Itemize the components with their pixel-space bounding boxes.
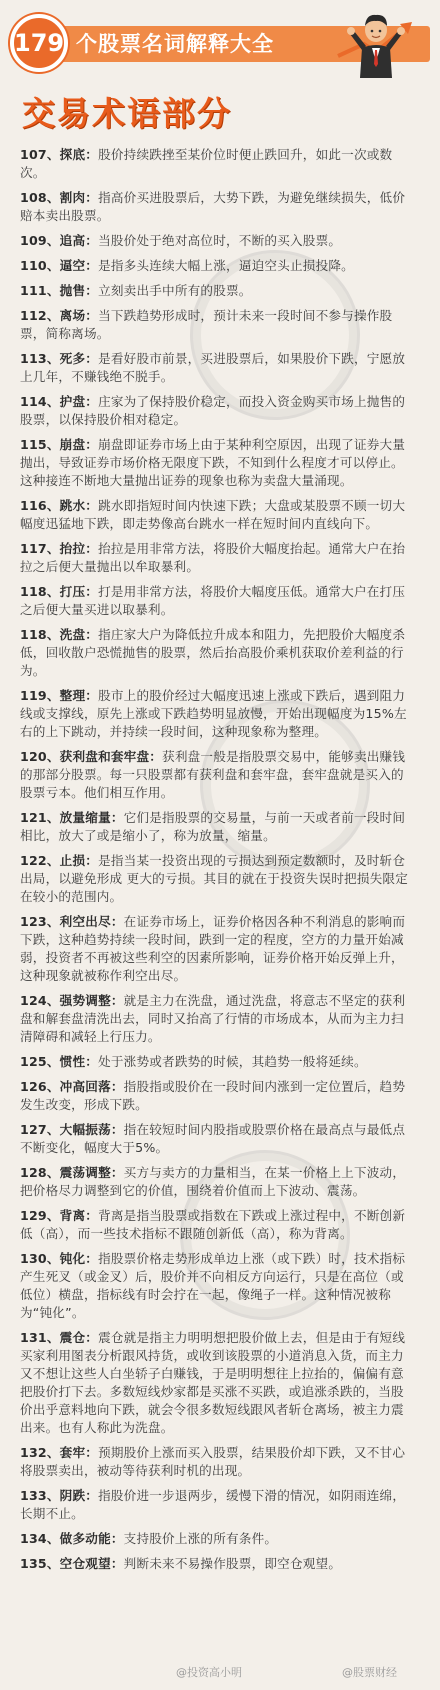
term-definition: 判断未来不易操作股票，即空仓观望。	[123, 1556, 342, 1571]
term-label: 113、死多：	[20, 351, 99, 366]
term-item	[20, 1053, 416, 1071]
terms-list	[20, 146, 416, 1580]
term-label: 126、冲高回落：	[20, 1079, 124, 1094]
term-definition: 指庄家大户为降低拉升成本和阻力，先把股价大幅度杀低，回收散户恐慌抛售的股票，然后抬高股价乘机获取价差利益的行为。	[20, 627, 406, 678]
term-label: 107、探底：	[20, 147, 99, 162]
term-item	[20, 1530, 416, 1548]
term-definition: 是指多头连续大幅上涨，逼迫空头止损投降。	[98, 258, 354, 273]
term-label: 133、阴跌：	[20, 1488, 99, 1503]
term-item	[20, 393, 416, 429]
header-banner	[10, 14, 430, 68]
term-label: 108、割肉：	[20, 190, 99, 205]
term-item	[20, 1207, 416, 1243]
term-item	[20, 232, 416, 250]
term-definition: 处于涨势或者跌势的时候，其趋势一般将延续。	[98, 1054, 367, 1069]
term-item	[20, 748, 416, 802]
term-item	[20, 1444, 416, 1480]
term-label: 118、洗盘：	[20, 627, 99, 642]
term-label: 135、空仓观望：	[20, 1556, 124, 1571]
term-definition: 是指当某一投资出现的亏损达到预定数额时，及时斩仓出局，以避免形成 更大的亏损。其目的就在于投资失误时把损失限定在较小的范围内。	[20, 853, 409, 904]
term-label: 120、获利盘和套牢盘：	[20, 749, 163, 764]
term-definition: 支持股价上涨的所有条件。	[123, 1531, 278, 1546]
term-label: 129、背离：	[20, 1208, 99, 1223]
term-label: 109、追高：	[20, 233, 99, 248]
term-label: 110、逼空：	[20, 258, 99, 273]
term-item	[20, 1555, 416, 1573]
term-definition: 在证券市场上，证券价格因各种不利消息的影响而下跌，这种趋势持续一段时间，跌到一定的程度，空方的力量开始减弱，投资者不再被这些利空的因素所影响，证券价格开始反弹上升，这种现象就被称作利空出尽。	[20, 914, 406, 983]
term-item	[20, 307, 416, 343]
term-definition: 买方与卖方的力量相当，在某一价格上上下波动，把价格尽力调整到它的价值，围绕着价值而上下波动、震荡。	[20, 1165, 406, 1198]
term-item	[20, 1121, 416, 1157]
term-item	[20, 583, 416, 619]
banner-title: 个股票名词解释大全	[76, 32, 274, 56]
term-definition: 背离是指当股票或指数在下跌或上涨过程中，不断创新低（高），而一些技术指标不跟随创新低（高），称为背离。	[20, 1208, 406, 1241]
term-label: 119、整理：	[20, 688, 99, 703]
term-label: 124、强势调整：	[20, 993, 124, 1008]
term-definition: 打是用非常方法，将股价大幅度压低。通常大户在打压之后便大量买进以取暴利。	[20, 584, 406, 617]
term-item	[20, 852, 416, 906]
term-label: 118、打压：	[20, 584, 99, 599]
term-definition: 指在较短时间内股指或股票价格在最高点与最低点不断变化，幅度大于5%。	[20, 1122, 406, 1155]
term-definition: 指股指或股价在一段时间内涨到一定位置后，趋势发生改变，形成下跌。	[20, 1079, 406, 1112]
term-definition: 庄家为了保持股价稳定，而投入资金购买市场上抛售的股票，以保持股价相对稳定。	[20, 394, 406, 427]
term-definition: 是看好股市前景，买进股票后，如果股价下跌，宁愿放上几年，不赚钱绝不脱手。	[20, 351, 406, 384]
term-label: 131、震仓：	[20, 1330, 99, 1345]
term-item	[20, 1329, 416, 1437]
term-label: 122、止损：	[20, 853, 99, 868]
term-label: 121、放量缩量：	[20, 810, 124, 825]
term-label: 117、抬拉：	[20, 541, 99, 556]
banner-number: 179	[10, 14, 68, 72]
term-definition: 跳水即指短时间内快速下跌；大盘或某股票不顾一切大幅度迅猛地下跌，即走势像高台跳水一样在短时间内直线向下。	[20, 498, 406, 531]
term-item	[20, 257, 416, 275]
term-definition: 指股票价格走势形成单边上涨（或下跌）时，技术指标产生死叉（或金叉）后，股价并不向相反方向运行，只是在高位（或低位）横盘，指标线有时会拧在一起，像绳子一样。这种情况被称为“钝化”。	[20, 1251, 406, 1320]
term-item	[20, 189, 416, 225]
term-item	[20, 1487, 416, 1523]
term-definition: 股价持续跌挫至某价位时便止跌回升，如此一次或数次。	[20, 147, 393, 180]
term-item	[20, 809, 416, 845]
term-label: 130、钝化：	[20, 1251, 99, 1266]
term-item	[20, 1250, 416, 1322]
term-label: 127、大幅振荡：	[20, 1122, 124, 1137]
term-item	[20, 350, 416, 386]
term-definition: 预期股价上涨而买入股票，结果股价却下跌，又不甘心将股票卖出，被动等待获利时机的出现。	[20, 1445, 406, 1478]
term-definition: 获利盘一般是指股票交易中，能够卖出赚钱的那部分股票。每一只股票都有获利盘和套牢盘，套牢盘就是买入的股票亏本。他们相互作用。	[20, 749, 406, 800]
term-item	[20, 146, 416, 182]
term-definition: 当下跌趋势形成时，预计未来一段时间不参与操作股票，简称离场。	[20, 308, 393, 341]
term-item	[20, 1078, 416, 1114]
term-label: 114、护盘：	[20, 394, 99, 409]
footer-credit-right: @股票财经	[342, 1666, 397, 1679]
section-title: 交易术语部分	[22, 94, 232, 133]
term-label: 132、套牢：	[20, 1445, 99, 1460]
term-definition: 立刻卖出手中所有的股票。	[98, 283, 252, 298]
term-definition: 它们是指股票的交易量，与前一天或者前一段时间相比，放大了或是缩小了，称为放量，缩量。	[20, 810, 406, 843]
term-item	[20, 1164, 416, 1200]
term-definition: 指高价买进股票后，大势下跌，为避免继续损失，低价赔本卖出股票。	[20, 190, 406, 223]
term-label: 111、抛售：	[20, 283, 99, 298]
term-item	[20, 497, 416, 533]
term-label: 115、崩盘：	[20, 437, 99, 452]
term-definition: 抬拉是用非常方法，将股价大幅度抬起。通常大户在抬拉之后便大量抛出以牟取暴利。	[20, 541, 406, 574]
term-item	[20, 687, 416, 741]
term-label: 116、跳水：	[20, 498, 99, 513]
term-label: 123、利空出尽：	[20, 914, 124, 929]
term-definition: 震仓就是指主力明明想把股价做上去，但是由于有短线买家利用图表分析跟风持货，或收到该股票的小道消息入货，而主力又不想让这些人白坐轿子白赚钱，于是明明想往上拉抬的，偏偏有意把股价打下去。多数短线炒家都是买涨不买跌，或追涨杀跌的，当股价出乎意料地向下跌，就会令很多数短线跟风者斩仓离场，被主力震出来。也有人称此为洗盘。	[20, 1330, 406, 1435]
term-definition: 当股价处于绝对高位时，不断的买入股票。	[98, 233, 342, 248]
term-item	[20, 992, 416, 1046]
term-item	[20, 540, 416, 576]
term-item	[20, 913, 416, 985]
term-definition: 指股价进一步退两步，缓慢下滑的情况，如阴雨连绵，长期不止。	[20, 1488, 406, 1521]
term-item	[20, 626, 416, 680]
term-definition: 股市上的股价经过大幅度迅速上涨或下跌后，遇到阻力线或支撑线，原先上涨或下跌趋势明显放慢，开始出现幅度为15%左右的上下跳动，并持续一段时间，这种现象称为整理。	[20, 688, 407, 739]
businessman-icon	[336, 4, 416, 80]
term-item	[20, 282, 416, 300]
term-definition: 崩盘即证券市场上由于某种利空原因，出现了证券大量抛出，导致证券市场价格无限度下跌，不知到什么程度才可以停止。这种接连不断地大量抛出证券的现象也称为卖盘大量涌现。	[20, 437, 406, 488]
term-definition: 就是主力在洗盘，通过洗盘，将意志不坚定的获利盘和解套盘清洗出去，同时又抬高了行情的市场成本，从而为主力扫清障碍和减轻上行压力。	[20, 993, 406, 1044]
term-label: 134、做多动能：	[20, 1531, 124, 1546]
term-label: 112、离场：	[20, 308, 99, 323]
footer-credit-left: @投资高小明	[176, 1666, 242, 1679]
term-label: 128、震荡调整：	[20, 1165, 124, 1180]
term-item	[20, 436, 416, 490]
term-label: 125、惯性：	[20, 1054, 99, 1069]
